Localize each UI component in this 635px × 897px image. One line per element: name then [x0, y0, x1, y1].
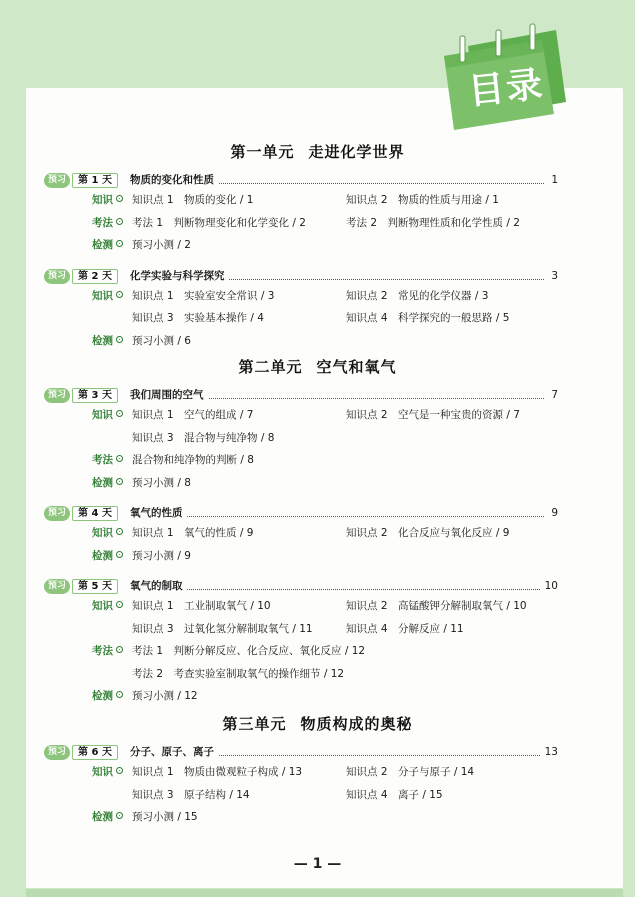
category-text: 检测 — [92, 549, 113, 562]
day-entry[interactable] — [44, 745, 558, 761]
category-dot-icon — [116, 528, 123, 535]
toc-item[interactable]: 知识点 3 实验基本操作 / 4 — [132, 312, 264, 324]
toc-item[interactable]: 预习小测 / 9 — [132, 549, 191, 562]
page-number: — 1 — — [293, 856, 342, 872]
category-text: 知识 — [92, 600, 113, 612]
category-dot-icon — [116, 601, 123, 608]
category-text: 考法 — [92, 645, 113, 657]
toc-item[interactable]: 知识点 3 混合物与纯净物 / 8 — [132, 431, 275, 444]
toc-item[interactable]: 知识点 1 工业制取氧气 / 10 — [132, 600, 271, 612]
toc-item[interactable]: 知识点 3 过氧化氢分解制取氧气 / 11 — [132, 622, 313, 635]
day-tag: 第 6 天 — [72, 745, 118, 760]
category-dot-icon — [116, 767, 123, 774]
toc-item[interactable]: 知识点 2 分子与原子 / 14 — [346, 766, 475, 778]
category-text: 考法 — [92, 454, 113, 466]
day-title: 分子、原子、离子 — [130, 745, 218, 760]
unit-number: 第二单元 — [238, 358, 303, 376]
dot-leader — [132, 589, 544, 590]
toc-title: 目录 — [466, 64, 547, 113]
day-page-number: 9 — [547, 506, 558, 521]
preview-tag: 预习 — [44, 506, 70, 521]
category-text: 检测 — [92, 334, 113, 347]
category-label — [92, 216, 132, 230]
dot-leader — [132, 516, 544, 517]
day-tag: 第 4 天 — [72, 506, 118, 521]
day-title: 氧气的性质 — [130, 506, 187, 521]
category-label — [92, 238, 132, 252]
unit-number: 第三单元 — [222, 715, 287, 733]
category-dot-icon — [116, 455, 123, 462]
toc-item[interactable]: 知识点 1 物质的变化 / 1 — [132, 194, 254, 206]
unit-name: 物质构成的奥秘 — [300, 715, 413, 733]
category-dot-icon — [116, 240, 123, 247]
toc-item[interactable]: 知识点 2 物质的性质与用途 / 1 — [346, 194, 499, 206]
category-dot-icon — [116, 551, 123, 558]
category-label — [92, 193, 132, 207]
category-dot-icon — [116, 478, 123, 485]
day-page-number: 10 — [541, 579, 558, 594]
category-text: 知识 — [92, 527, 113, 539]
category-label — [92, 408, 132, 422]
day-tag: 第 3 天 — [72, 388, 118, 403]
category-label — [92, 644, 132, 658]
category-label — [92, 689, 132, 703]
toc-item[interactable]: 知识点 3 原子结构 / 14 — [132, 788, 250, 801]
category-label — [92, 526, 132, 540]
day-page-number: 1 — [547, 173, 558, 188]
toc-item[interactable]: 混合物和纯净物的判断 / 8 — [132, 454, 254, 466]
toc-item[interactable]: 知识点 1 氧气的性质 / 9 — [132, 527, 254, 539]
category-text: 知识 — [92, 766, 113, 778]
toc-item[interactable]: 知识点 4 科学探究的一般思路 / 5 — [346, 312, 510, 324]
category-text: 考法 — [92, 216, 113, 229]
toc-item[interactable]: 知识点 1 空气的组成 / 7 — [132, 409, 254, 421]
unit-name: 走进化学世界 — [308, 143, 405, 161]
toc-item[interactable]: 知识点 2 高锰酸钾分解制取氧气 / 10 — [346, 600, 527, 612]
day-page-number: 13 — [541, 745, 558, 760]
category-label — [92, 289, 132, 303]
unit-title — [0, 356, 635, 377]
preview-tag: 预习 — [44, 173, 70, 188]
category-label — [92, 334, 132, 348]
day-entry[interactable] — [44, 579, 558, 595]
day-title: 物质的变化和性质 — [130, 173, 218, 188]
day-tag: 第 2 天 — [72, 269, 118, 284]
preview-tag: 预习 — [44, 388, 70, 403]
preview-tag: 预习 — [44, 745, 70, 760]
category-text: 检测 — [92, 811, 113, 823]
day-entry[interactable] — [44, 269, 558, 285]
category-label — [92, 453, 132, 467]
category-label — [92, 765, 132, 779]
category-text: 检测 — [92, 239, 113, 251]
category-label — [92, 476, 132, 490]
category-text: 知识 — [92, 194, 113, 206]
category-label — [92, 549, 132, 563]
toc-item[interactable]: 知识点 2 化合反应与氧化反应 / 9 — [346, 527, 510, 539]
category-label — [92, 599, 132, 613]
category-label — [92, 810, 132, 824]
toc-item[interactable]: 预习小测 / 12 — [132, 690, 198, 702]
day-page-number: 3 — [547, 269, 558, 284]
toc-item[interactable]: 知识点 1 物质由微观粒子构成 / 13 — [132, 766, 303, 778]
unit-title — [0, 141, 635, 162]
preview-tag: 预习 — [44, 579, 70, 594]
unit-name: 空气和氧气 — [316, 358, 397, 376]
day-title: 化学实验与科学探究 — [130, 269, 229, 284]
day-page-number: 7 — [547, 388, 558, 403]
category-dot-icon — [116, 646, 123, 653]
day-entry[interactable] — [44, 506, 558, 522]
day-entry[interactable] — [44, 388, 558, 404]
day-title: 氧气的制取 — [130, 579, 187, 594]
preview-tag: 预习 — [44, 269, 70, 284]
toc-item[interactable]: 知识点 4 离子 / 15 — [346, 788, 443, 801]
category-dot-icon — [116, 410, 123, 417]
toc-tab — [438, 22, 568, 134]
category-dot-icon — [116, 691, 123, 698]
category-text: 检测 — [92, 690, 113, 702]
day-tag: 第 1 天 — [72, 173, 118, 188]
toc-item[interactable]: 考法 2 考查实验室制取氧气的操作细节 / 12 — [132, 667, 345, 680]
category-dot-icon — [116, 195, 123, 202]
unit-title — [0, 713, 635, 734]
category-dot-icon — [116, 812, 123, 819]
toc-item[interactable]: 预习小测 / 6 — [132, 334, 191, 347]
toc-item[interactable]: 考法 1 判断物理变化和化学变化 / 2 — [132, 216, 306, 229]
toc-item[interactable]: 预习小测 / 15 — [132, 811, 198, 823]
category-text: 知识 — [92, 289, 113, 302]
day-tag: 第 5 天 — [72, 579, 118, 594]
toc-item[interactable]: 知识点 1 实验室安全常识 / 3 — [132, 289, 275, 302]
toc-item[interactable]: 考法 2 判断物理性质和化学性质 / 2 — [346, 216, 520, 229]
toc-item[interactable]: 知识点 4 分解反应 / 11 — [346, 622, 464, 635]
bottom-strip — [26, 889, 623, 897]
day-entry[interactable] — [44, 173, 558, 189]
category-text: 知识 — [92, 409, 113, 421]
category-dot-icon — [116, 336, 123, 343]
unit-number: 第一单元 — [230, 143, 295, 161]
toc-item[interactable]: 考法 1 判断分解反应、化合反应、氧化反应 / 12 — [132, 645, 366, 657]
category-text: 检测 — [92, 476, 113, 489]
toc-item[interactable]: 知识点 2 空气是一种宝贵的资源 / 7 — [346, 409, 520, 421]
category-dot-icon — [116, 291, 123, 298]
category-dot-icon — [116, 218, 123, 225]
toc-item[interactable]: 知识点 2 常见的化学仪器 / 3 — [346, 289, 489, 302]
day-title: 我们周围的空气 — [130, 388, 208, 403]
toc-item[interactable]: 预习小测 / 2 — [132, 239, 191, 251]
toc-item[interactable]: 预习小测 / 8 — [132, 476, 191, 489]
